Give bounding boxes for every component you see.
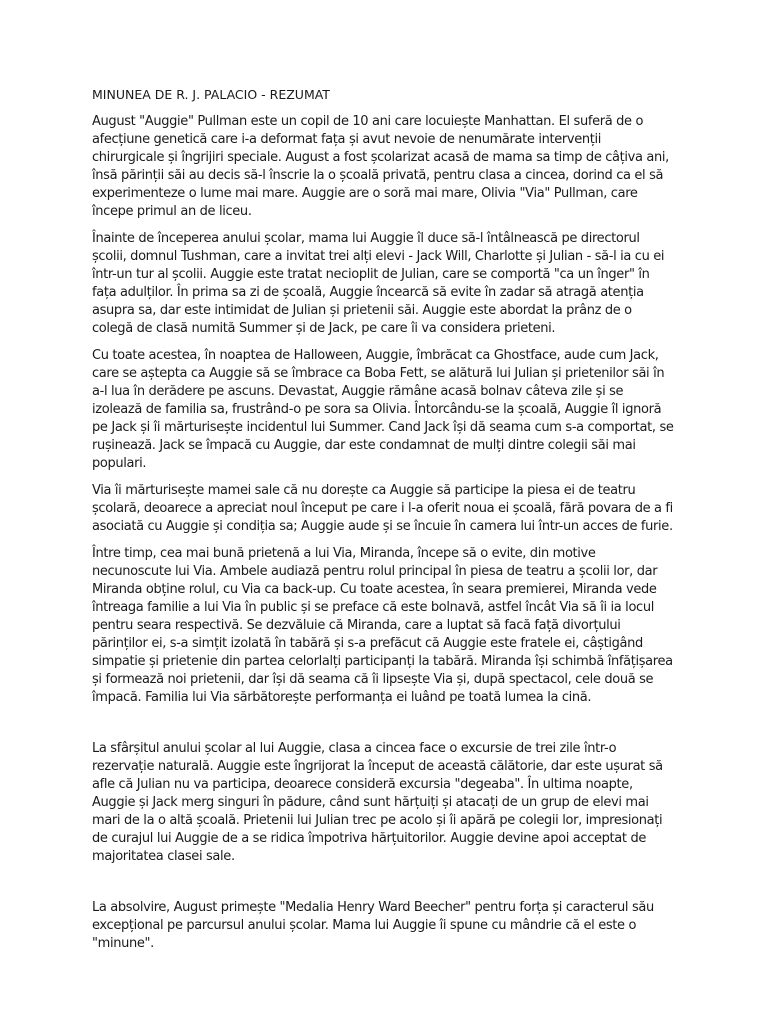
paragraph-via-play: Via îi mărturisește mamei sale că nu dorește ca Auggie să participe la piesa ei de teatru școlară, deoarece a apreciat noul început pe care i l-a oferit noua ei școală, fără povara de a fi asociată cu Auggie și condiția sa; Auggie aude și se încuie în camera lui într-un acces de furie. xyxy=(92,483,673,534)
paragraph-school-trip: La sfârșitul anului școlar al lui Auggie, clasa a cincea face o excursie de trei zile într-o rezervație naturală. Auggie este îngrijorat la început de această călătorie, dar este ușurat să afle că Julian nu va participa, deoarece consideră excursia "degeaba". În ultima noapte, Auggie și Jack merg singuri în pădure, când sunt hărțuiți și atacați de un grup de elevi mai mari de la o altă școală. Prietenii lui Julian trec pe acolo și îi apără pe colegii lor, impresionați de curajul lui Auggie de a se ridica împotriva hărțuitorilor. Auggie devine apoi acceptat de majoritatea clasei sale. xyxy=(92,741,663,864)
paragraph-graduation: La absolvire, August primește "Medalia Henry Ward Beecher" pentru forța și caracterul său excepțional pe parcursul anului școlar. Mama lui Auggie îi spune cu mândrie că el este o "minune". xyxy=(92,900,654,951)
paragraph-first-day: Înainte de începerea anului școlar, mama lui Auggie îl duce să-l întâlnească pe directorul școlii, domnul Tushman, care a invitat trei alți elevi - Jack Will, Charlotte și Julian - să-l ia cu ei într-un tur al școlii. Auggie este tratat necioplit de Julian, care se comportă "ca un înger" în fața adulților. În prima sa zi de școală, Auggie încearcă să evite în zadar să atragă atenția asupra sa, dar este intimidat de Julian și prietenii săi. Auggie este abordat la prânz de o colegă de clasă numită Summer și de Jack, pe care îi va considera prieteni. xyxy=(92,231,665,336)
document-title: MINUNEA DE R. J. PALACIO - REZUMAT xyxy=(92,87,330,102)
paragraph-miranda: Între timp, cea mai bună prietenă a lui Via, Miranda, începe să o evite, din motive necunoscute lui Via. Ambele audiază pentru rolul principal în piesa de teatru a școlii lor, dar Miranda obține rolul, cu Via ca back-up. Cu toate acestea, în seara premierei, Miranda vede întreaga familie a lui Via în public și se preface că este bolnavă, astfel încât Via să îi ia locul pentru seara respectivă. Se dezvăluie că Miranda, care a luptat să facă față divorțului părinților ei, s-a simțit izolată în tabără și s-a prefăcut că Auggie este fratele ei, câștigând simpatie și prietenie din partea celorlalți participanți la tabără. Miranda își schimbă înfățișarea și formează noi prietenii, dar își dă seama că îi lipsește Via și, după spectacol, cele două se împacă. Familia lui Via sărbătorește performanța ei luând pe toată lumea la cină. xyxy=(92,546,673,705)
paragraph-halloween: Cu toate acestea, în noaptea de Halloween, Auggie, îmbrăcat ca Ghostface, aude cum Jack, care se aștepta ca Auggie să se îmbrace ca Boba Fett, se alătură lui Julian și prietenilor săi în a-l lua în derădere pe ascuns. Devastat, Auggie rămâne acasă bolnav câteva zile și se izolează de familia sa, frustrând-o pe sora sa Olivia. Întorcându-se la școală, Auggie îl ignoră pe Jack și îi mărturisește incidentul lui Summer. Cand Jack își dă seama cum s-a comportat, se rușinează. Jack se împacă cu Auggie, dar este condamnat de mulți dintre colegii săi mai populari. xyxy=(92,348,674,471)
paragraph-intro: August "Auggie" Pullman este un copil de 10 ani care locuiește Manhattan. El suferă de o afecțiune genetică care i-a deformat fața și avut nevoie de nenumărate intervenții chirurgicale și îngrijiri speciale. August a fost școlarizat acasă de mama sa timp de câțiva ani, însă părinții săi au decis să-l înscrie la o școală privată, pentru clasa a cincea, dorind ca el să experimenteze o lume mai mare. Auggie are o soră mai mare, Olivia "Via" Pullman, care începe primul an de liceu. xyxy=(92,114,669,219)
